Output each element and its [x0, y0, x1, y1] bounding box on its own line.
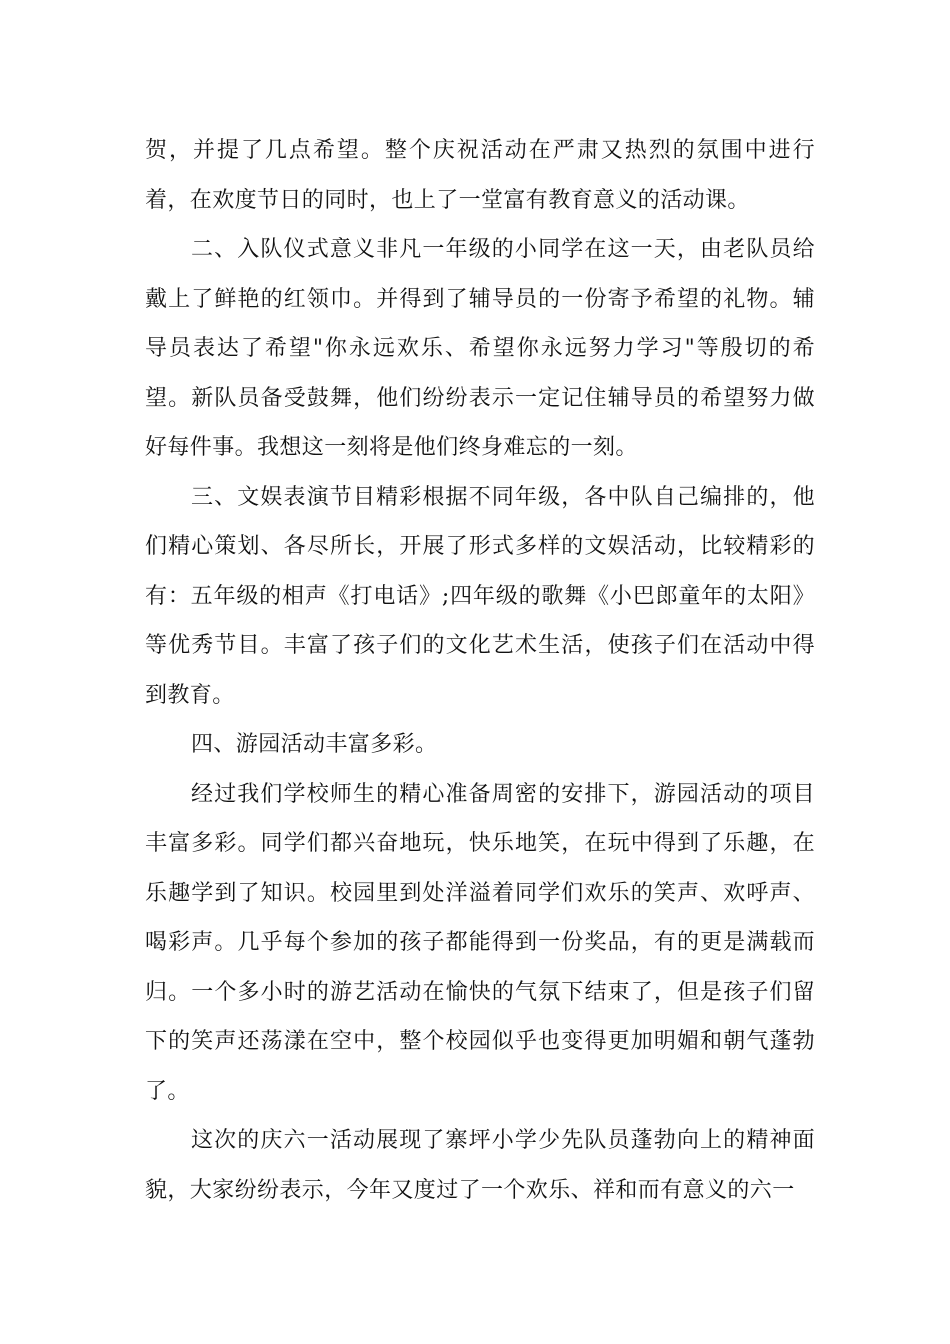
document-body [145, 126, 815, 1215]
paragraph-section-two: 二、入队仪式意义非凡一年级的小同学在这一天，由老队员给戴上了鲜艳的红领巾。并得到了辅导员的一份寄予希望的礼物。辅导员表达了希望"你永远欢乐、希望你永远努力学习"等殷切的希望。新队员备受鼓舞，他们纷纷表示一定记住辅导员的希望努力做好每件事。我想这一刻将是他们终身难忘的一刻。 [145, 237, 815, 460]
paragraph-section-four-heading: 四、游园活动丰富多彩。 [191, 732, 438, 757]
paragraph-section-three: 三、文娱表演节目精彩根据不同年级，各中队自己编排的，他们精心策划、各尽所长，开展了形式多样的文娱活动，比较精彩的有：五年级的相声《打电话》;四年级的歌舞《小巴郎童年的太阳》等优秀节目。丰富了孩子们的文化艺术生活，使孩子们在活动中得到教育。 [145, 484, 815, 708]
paragraph-garden-activities: 经过我们学校师生的精心准备周密的安排下，游园活动的项目丰富多彩。同学们都兴奋地玩，快乐地笑，在玩中得到了乐趣，在乐趣学到了知识。校园里到处洋溢着同学们欢乐的笑声、欢呼声、喝彩声。几乎每个参加的孩子都能得到一份奖品，有的更是满载而归。一个多小时的游艺活动在愉快的气氛下结束了，但是孩子们留下的笑声还荡漾在空中，整个校园似乎也变得更加明媚和朝气蓬勃了。 [145, 781, 815, 1104]
paragraph-conclusion: 这次的庆六一活动展现了寨坪小学少先队员蓬勃向上的精神面貌，大家纷纷表示，今年又度过了一个欢乐、祥和而有意义的六一 [145, 1128, 815, 1203]
paragraph-continuation: 贺，并提了几点希望。整个庆祝活动在严肃又热烈的氛围中进行着，在欢度节日的同时，也上了一堂富有教育意义的活动课。 [145, 138, 815, 213]
